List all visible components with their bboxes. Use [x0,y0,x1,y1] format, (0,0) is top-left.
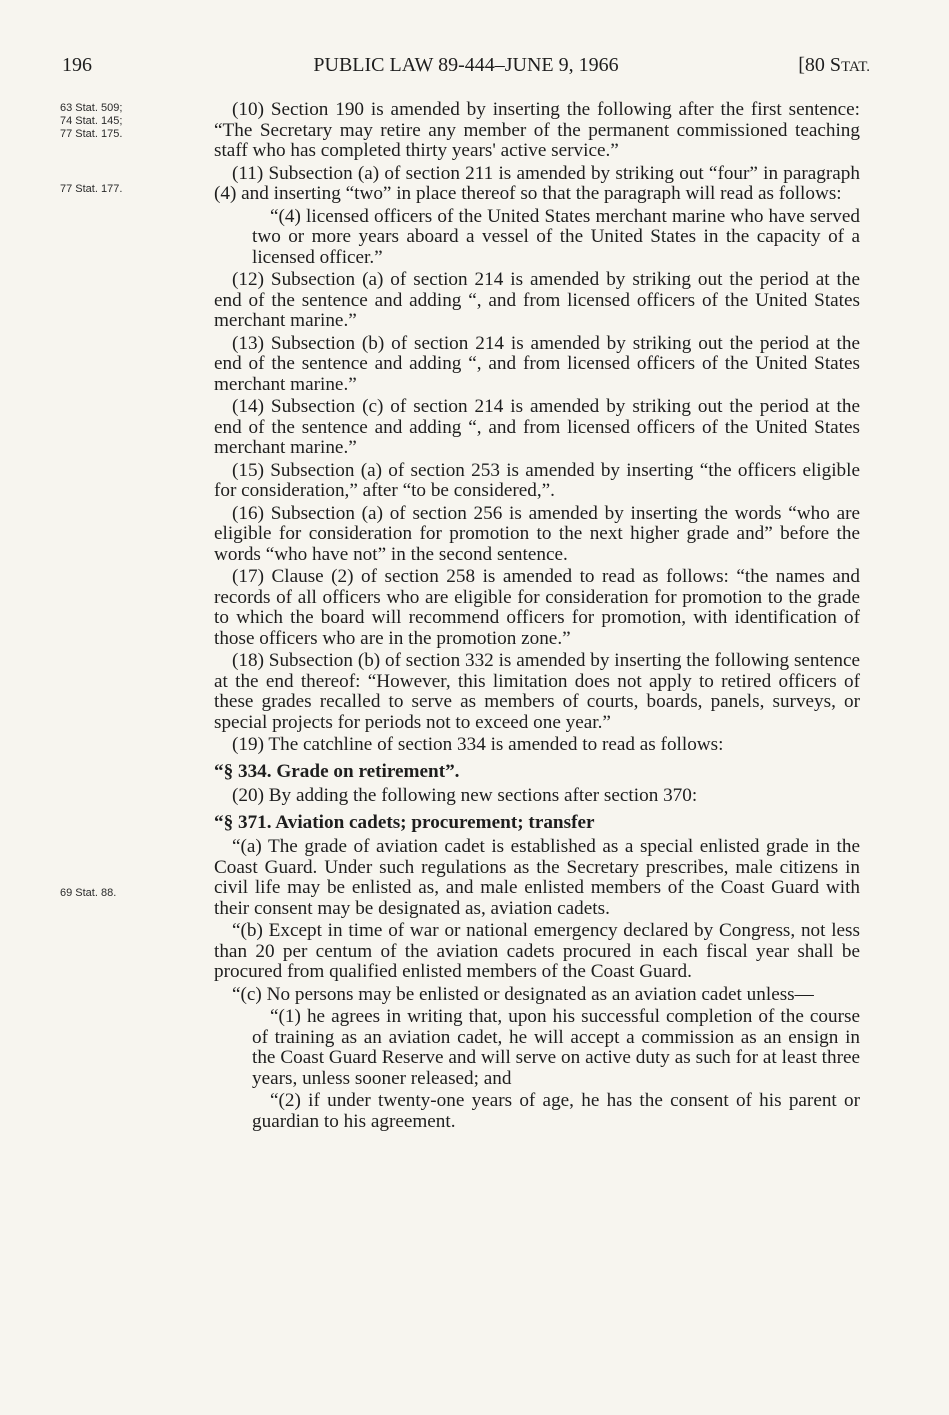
paragraph-12: (12) Subsection (a) of section 214 is amended by striking out the period at the end of the sentence and adding “, and from licensed officers of the United States merchant marine.” [214,269,860,331]
page-title: PUBLIC LAW 89-444–JUNE 9, 1966 [313,54,619,76]
paragraph-16: (16) Subsection (a) of section 256 is amended by inserting the words “who are eligible for consideration for promotion to the next higher grade and” before the words “who have not” in the second sentence. [214,502,860,565]
clause-c-1: “(1) he agrees in writing that, upon his successful completion of the course of training as an aviation cadet, he will accept a commission as an ensign in the Coast Guard Reserve and will serve on active duty as such for at least three years, unless sooner released; and [252,1006,860,1089]
paragraph-18: (18) Subsection (b) of section 332 is amended by inserting the following sentence at the end thereof: “However, this limitation does not apply to retired officers of these grades recalled to serve as members of courts, boards, panels, surveys, or special projects for periods not to exceed one year.” [214,650,860,733]
section-334-heading: “§ 334. Grade on retirement”. [214,760,460,782]
subsection-c: “(c) No persons may be enlisted or designated as an aviation cadet unless— [232,983,814,1005]
section-371-heading: “§ 371. Aviation cadets; procurement; transfer [214,811,595,833]
page-header [62,54,870,84]
subsection-b: “(b) Except in time of war or national emergency declared by Congress, not less than 20 per centum of the aviation cadets procured in each fiscal year shall be procured from qualified enlisted members of the Coast Guard. [214,920,860,982]
paragraph-11: (11) Subsection (a) of section 211 is amended by striking out “four” in paragraph (4) and inserting “two” in place thereof so that the paragraph will read as follows: [214,162,860,204]
paragraph-15: (15) Subsection (a) of section 253 is amended by inserting “the officers eligible for consideration,” after “to be considered,”. [214,459,860,501]
paragraph-19: (19) The catchline of section 334 is amended to read as follows: [232,734,724,755]
paragraph-20: (20) By adding the following new sections after section 370: [232,785,698,806]
paragraph-17: (17) Clause (2) of section 258 is amended to read as follows: “the names and records of all officers who are eligible for consideration for promotion to the grade to which the board will recommend officers for promotion, with identification of those officers who are in the promotion zone.” [214,566,860,649]
paragraph-10: (10) Section 190 is amended by inserting the following after the first sentence: “The Secretary may retire any member of the permanent commissioned teaching staff who has completed thirty years' active service.” [214,99,860,161]
clause-c-2: “(2) if under twenty-one years of age, he has the consent of his parent or guardian to his agreement. [252,1090,860,1132]
paragraph-11-quote: “(4) licensed officers of the United States merchant marine who have served two or more years aboard a vessel of the United States in the capacity of a licensed officer.” [252,205,860,268]
paragraph-13: (13) Subsection (b) of section 214 is amended by striking out the period at the end of the sentence and adding “, and from licensed officers of the United States merchant marine.” [214,332,860,395]
margin-note-1: 63 Stat. 509; 74 Stat. 145; 77 Stat. 175. [60,102,123,140]
statute-reference: [80 STAT. [798,54,870,76]
document-body [214,100,860,1134]
margin-note-3: 69 Stat. 88. [60,887,117,899]
paragraph-14: (14) Subsection (c) of section 214 is amended by striking out the period at the end of the sentence and adding “, and from licensed officers of the United States merchant marine.” [214,396,860,458]
page-number: 196 [62,54,92,76]
subsection-a: “(a) The grade of aviation cadet is established as a special enlisted grade in the Coast Guard. Under such regulations as the Secretary prescribes, male citizens in civil life may be enlisted as, and male enlisted members of the Coast Guard with their consent may be designated as, aviation cadets. [214,836,860,919]
margin-note-2: 77 Stat. 177. [60,183,123,195]
